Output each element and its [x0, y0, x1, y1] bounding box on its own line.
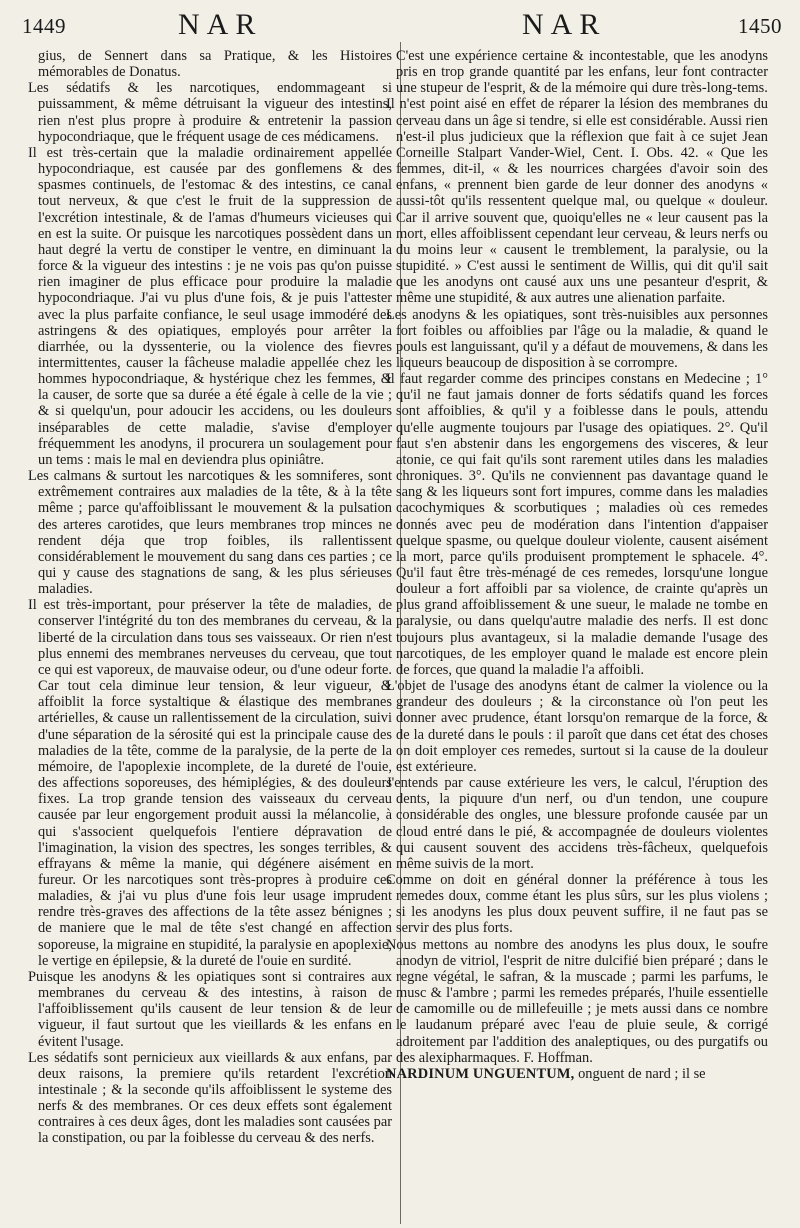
paragraph: Il n'est point aisé en effet de réparer la lésion des membranes du cerveau dans un âge si tendre, si elle est considérable. Aussi rien n'est-il plus judicieux que la réflexion que fait à ce sujet Jean Corneille Stalpart Vander-Wiel, Cent. I. Obs. 42. « Que les femmes, dit-il, « & les nourrices chargées d'avoir soin des enfans, « prennent bien garde de leur donner des anodyns « aussi-tôt qu'ils ressentent quelque mal, ou quelque « douleur. Car il arrive souvent que, quoiqu'elles ne « leur causent pas la mort, elles affoiblissent cependant leur cerveau, & leurs nerfs ou du moins leur « causent le tremblement, la paralysie, ou la stupidité. » C'est aussi le sentiment de Willis, qui dit qu'il sait que les anodyns ont causé aux uns une pesanteur d'esprit, & même une stupidité, & aux autres une alienation parfaite. — [386, 96, 768, 307]
paragraph: gius, de Sennert dans sa Pratique, & les Histoires mémorables de Donatus. — [38, 48, 392, 81]
paragraph — [386, 1066, 768, 1082]
entry-text: onguent de nard ; il se — [574, 1065, 706, 1082]
paragraph: Les sédatifs sont pernicieux aux vieillards & aux enfans, par deux raisons, la premiere qu'ils retardent l'excrétion intestinale ; & la seconde qu'ils affoiblissent le systeme des nerfs & des membranes. Or ces deux effets sont également contraires à ces deux âges, dont les maladies sont causées par la constipation, ou par la foiblesse du cerveau & des nerfs. — [28, 1049, 392, 1147]
paragraph: J'entends par cause extérieure les vers, le calcul, l'éruption des dents, la piquure d'un nerf, ou d'un tendon, une coupure considérable des ongles, une blessure profonde causée par un cloud entré dans le pié, & accompagnée de douleurs violentes qui causent souvent des accidens très-fâcheux, quelquefois même suivis de la mort. — [386, 775, 768, 872]
paragraph: Nous mettons au nombre des anodyns les plus doux, le soufre anodyn de vitriol, l'esprit de nitre dulcifié bien préparé ; dans le regne végétal, le safran, & la muscade ; parmi les parfums, le musc & l'ambre ; parmi les remedes préparés, l'huile essentielle de camomille ou de millefeuille ; je mets aussi dans ce nombre le laudanum préparé avec l'eau de pluie seule, & corrigé adroitement par l'addition des analeptiques, ou des purgatifs ou des alexipharmaques. F. Hoffman. — [386, 936, 768, 1066]
paragraph: Les calmans & surtout les narcotiques & les somniferes, sont extrêmement contraires aux maladies de la tête, & à la tête même ; parce qu'affoiblissant le mouvement & la pulsation des arteres carotides, que leurs membranes trop minces ne rendent déja que trop foibles, ils rallentissent considérablement le mouvement du sang dans ces parties ; ce qui y cause des stagnations de sang, & les plus sérieuses maladies. — [28, 468, 392, 598]
paragraph: Les anodyns & les opiatiques, sont très-nuisibles aux personnes fort foibles ou affoiblies par l'âge ou la maladie, & quand le pouls est languissant, qu'il y a défaut de mouvemens, & dans les liqueurs beaucoup de disposition à se corrompre. — [386, 306, 768, 371]
right-column — [386, 48, 768, 1082]
paragraph: Il faut regarder comme des principes constans en Medecine ; 1° qu'il ne faut jamais donner de forts sédatifs quand les forces sont affoiblies, & qu'il y a foiblesse dans le pouls, attendu qu'elle augmente toujours par l'usage des opiatiques. 2°. Qu'il faut s'en abstenir dans les engorgemens des visceres, & leur atonie, ce qui fait qu'ils sont rarement utiles dans les maladies chroniques. 3°. Qu'ils ne conviennent pas davantage quand le sang & les liqueurs sont fort impures, comme dans les maladies cacochymiques & scorbutiques ; maladies où ces remedes donnés avec peu de modération dans l'intention d'appaiser quelque spasme, ou quelque douleur violente, causent aisément la mort, parce qu'ils produisent promptement le sphacele. 4°. Qu'il faut être très-ménagé de ces remedes, lorsqu'une longue douleur a fort affoibli par sa violence, de crainte qu'après un plus grand affoiblissement & une sueur, le malade ne tombe en paralysie, ou dans quelqu'autre maladie des nerfs. Il est donc toujours plus avantageux, si la maladie demande l'usage des narcotiques, de les employer quand le malade est encore plein de forces, que quand la maladie l'a affoibli. — [386, 371, 768, 678]
entry-headword: NARDINUM UNGUENTUM, — [386, 1065, 575, 1082]
page-header — [22, 8, 782, 42]
page-number-right: 1450 — [738, 14, 782, 38]
paragraph: Les sédatifs & les narcotiques, endommageant si puissamment, & même détruisant la vigueur des intestins, rien n'est plus propre à produire & entretenir la passion hypocondriaque, que le fréquent usage de ces médicamens. — [28, 80, 392, 145]
paragraph: Il est très-important, pour préserver la tête de maladies, de conserver l'intégrité du ton des membranes du cerveau, & la liberté de la circulation dans tous ses vaisseaux. Or rien n'est plus ennemi des membranes nerveuses du cerveau, que tout ce qui est vaporeux, de mauvaise odeur, ou d'une odeur forte. Car tout cela diminue leur tension, & leur vigueur, & affoiblit la force systaltique & élastique des membranes artérielles, & cause un rallentissement de la circulation, suivi d'une séparation de la sérosité qui est la principale cause des maladies de la tête, comme de la paralysie, de la perte de la mémoire, de l'apoplexie incomplete, de la dureté de l'ouie, des affections soporeuses, des hémiplégies, & des douleurs fixes. La trop grande tension des vaisseaux du cerveau causée par leur engorgement produit aussi la mélancolie, à qui s'associent quelquefois l'entiere dépravation de l'imagination, la vision des spectres, les songes terribles, & effrayans & même la manie, qui dégénere aisément en fureur. Or les narcotiques sont très-propres à produire ces maladies, & j'ai vu plus d'une fois leur usage imprudent rendre très-graves des affections de la tête assez bénignes ; de maniere que le mal de tête s'est changé en affection soporeuse, la migraine en stupidité, la paralysie en apoplexie, le vertige en épilepsie, & la dureté de l'ouie en surdité. — [28, 597, 392, 969]
paragraph: Puisque les anodyns & les opiatiques sont si contraires aux membranes du cerveau & des intestins, à raison de l'affoiblissement qu'ils causent de leur tension & de leur vigueur, il faut surtout que les vieillards & les enfans en évitent l'usage. — [28, 968, 392, 1050]
paragraph: C'est une expérience certaine & incontestable, que les anodyns pris en trop grande quantité par les enfans, leur font contracter une stupeur de l'esprit, & de la mémoire qui dure très-long-tems. — [396, 48, 768, 97]
left-column — [28, 48, 392, 1147]
page-number-left: 1449 — [22, 14, 66, 38]
running-head-right: NAR — [522, 8, 607, 41]
running-head-left: NAR — [178, 8, 263, 41]
paragraph: Comme on doit en général donner la préférence à tous les remedes doux, comme étant les plus sûrs, sur les plus violens ; si les anodyns les plus doux peuvent suffire, il ne faut pas se servir des plus forts. — [386, 871, 768, 937]
paragraph: L'objet de l'usage des anodyns étant de calmer la violence ou la grandeur des douleurs ; & la circonstance où l'on peut les donner avec prudence, étant lorsqu'on remarque de la force, & de la dureté dans le pouls : il paroît que dans cet état des choses on doit employer ces remedes, surtout si la cause de la douleur est extérieure. — [386, 678, 768, 775]
paragraph: Il est très-certain que la maladie ordinairement appellée hypocondriaque, est causée par des gonflemens & des spasmes continuels, de l'estomac & des intestins, ce canal tout nerveux, & que c'est le fruit de la suppression de l'excrétion intestinale, & de l'amas d'humeurs vicieuses qui en est la suite. Or puisque les narcotiques possèdent dans un haut degré la vertu de constiper le ventre, en diminuant la force & la vigueur des intestins : je ne vois pas qu'on puisse rien imaginer de plus efficace pour produire la maladie hypocondriaque. J'ai vu plus d'une fois, & je puis l'attester avec la plus parfaite confiance, le seul usage immodéré des astringens & des opiatiques, employés pour arrêter la diarrhée, ou la dyssenterie, ou la violence des fievres intermittentes, causer la fâcheuse maladie appellée chez les hommes hypocondriaque, & hystérique chez les femmes, & la causer, de sorte que sa durée a été égale à celle de la vie ; & si quelqu'un, pour adoucir les accidens, ou les douleurs inséparables de cette maladie, s'avise d'employer fréquemment les anodyns, il procurera un soulagement pour un tems : mais le mal en deviendra plus opiniâtre. — [28, 144, 392, 468]
